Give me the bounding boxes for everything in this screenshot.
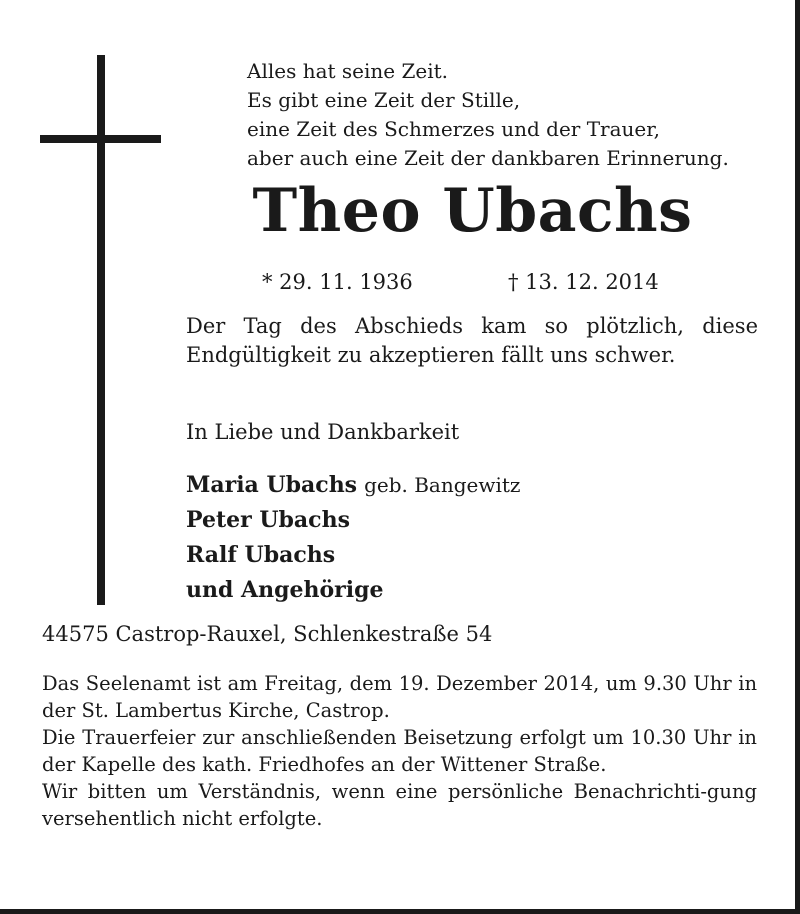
mourner-name: Maria Ubachs: [186, 472, 358, 498]
mourner-line: [186, 573, 520, 608]
birth-date: * 29. 11. 1936: [262, 270, 413, 294]
death-date: † 13. 12. 2014: [508, 270, 659, 294]
mourner-line: [186, 503, 520, 538]
mourners-list: [186, 468, 520, 608]
mass-info: Das Seelenamt ist am Freitag, dem 19. Dezember 2014, um 9.30 Uhr in der St. Lambertus Kirche, Castrop.: [42, 672, 757, 722]
deceased-name: Theo Ubachs: [252, 176, 693, 246]
mourner-name: Ralf Ubachs: [186, 542, 336, 568]
service-details: [42, 670, 757, 832]
mourner-name: und Angehörige: [186, 577, 384, 603]
dedication-line: In Liebe und Dankbarkeit: [186, 420, 460, 444]
cross-icon-horizontal: [40, 135, 161, 143]
motto-verse: Alles hat seine Zeit. Es gibt eine Zeit der Stille, eine Zeit des Schmerzes und der Trauer, aber auch eine Zeit der dankbaren Erinnerung.: [247, 59, 729, 170]
mourner-line: [186, 538, 520, 573]
mourner-line: [186, 468, 520, 503]
mourner-name: Peter Ubachs: [186, 507, 350, 533]
notice-apology: Wir bitten um Verständnis, wenn eine persönliche Benachrichti-gung versehentlich nicht erfolgte.: [42, 780, 757, 830]
family-address: 44575 Castrop-Rauxel, Schlenkestraße 54: [42, 622, 493, 646]
funeral-info: Die Trauerfeier zur anschließenden Beisetzung erfolgt um 10.30 Uhr in der Kapelle des kath. Friedhofes an der Wittener Straße.: [42, 726, 757, 776]
mourner-note: geb. Bangewitz: [364, 473, 521, 497]
farewell-text: Der Tag des Abschieds kam so plötzlich, diese Endgültigkeit zu akzeptieren fällt uns schwer.: [186, 314, 758, 367]
